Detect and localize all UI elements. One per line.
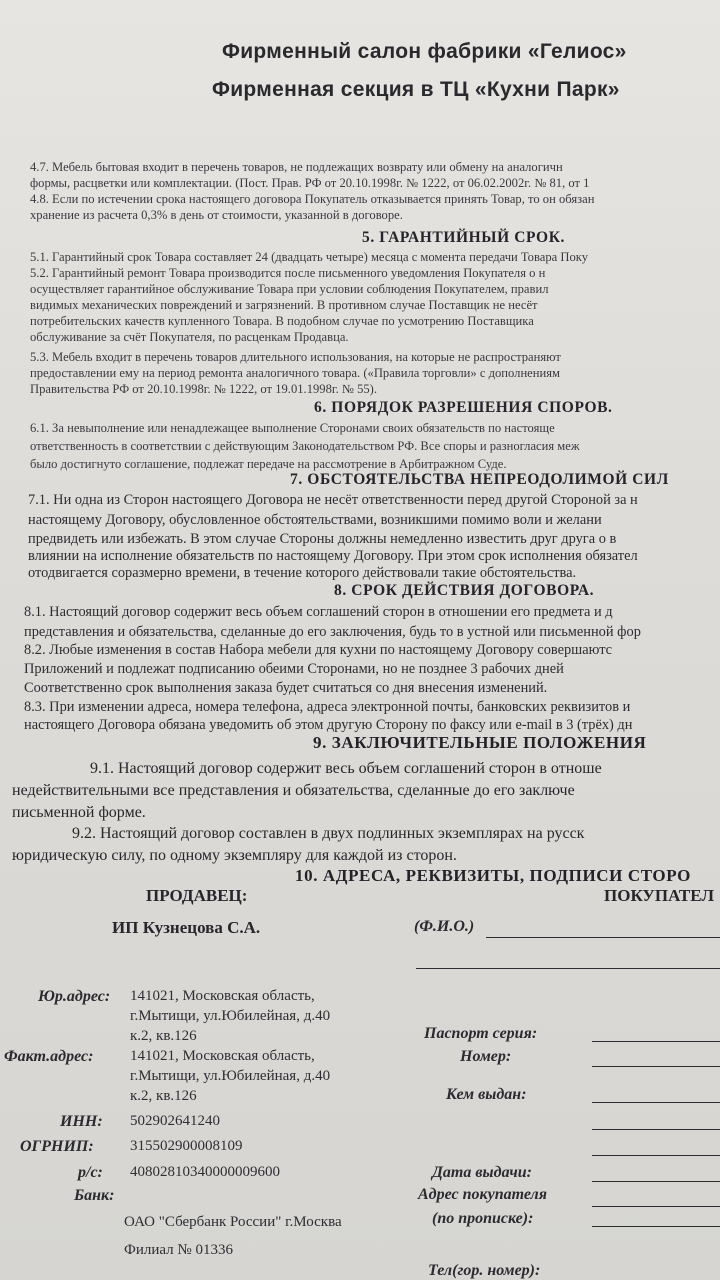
seller-legal-address-line: 141021, Московская область, — [130, 988, 315, 1004]
issued-by-label: Кем выдан: — [446, 1086, 527, 1103]
passport-number-field[interactable] — [592, 1066, 720, 1067]
clause-line: предоставлении ему на период ремонта аналогичного товара. («Правила торговли» с дополнениям — [30, 366, 561, 380]
bank-value: ОАО "Сбербанк России" г.Москва — [124, 1214, 342, 1230]
section-7-title: 7. ОБСТОЯТЕЛЬСТВА НЕПРЕОДОЛИМОЙ СИЛ — [290, 471, 669, 488]
buyer-fio-field[interactable] — [486, 937, 720, 938]
registration-label: (по прописке): — [432, 1210, 534, 1227]
clause-line: видимых механических повреждений и загрязнений. В противном случае Поставщик не несёт — [30, 298, 538, 312]
clause-line: 5.1. Гарантийный срок Товара составляет 24 (двадцать четыре) месяца с момента передачи Товара Поку — [30, 250, 588, 264]
clause-line: Соответственно срок выполнения заказа будет считаться со дня внесения изменений. — [24, 680, 548, 696]
seller-actual-address-line: г.Мытищи, ул.Юбилейная, д.40 — [130, 1068, 331, 1084]
clause-line: потребительских качеств купленного Товара. В подобном случае по усмотрению Поставщика — [30, 314, 534, 328]
ogrnip-value: 315502900008109 — [130, 1138, 243, 1154]
issue-date-field[interactable] — [592, 1181, 720, 1182]
clause-line: 6.1. За невыполнение или ненадлежащее выполнение Сторонами своих обязательств по настояще — [30, 421, 555, 435]
clause-line: было достигнуто соглашение, подлежат передаче на рассмотрение в Арбитражном Суде. — [30, 457, 507, 471]
clause-line: 7.1. Ни одна из Сторон настоящего Договора не несёт ответственности перед другой Стороной за н — [28, 492, 638, 508]
clause-line: настоящему Договору, обусловленное обстоятельствами, возникшими помимо воли и желани — [28, 512, 602, 528]
header-title-2: Фирменная секция в ТЦ «Кухни Парк» — [212, 78, 620, 101]
buyer-heading: ПОКУПАТЕЛ — [604, 886, 715, 905]
issued-by-field[interactable] — [592, 1102, 720, 1103]
clause-line: отодвигается соразмерно времени, в течение которого действовали такие обстоятельства. — [28, 565, 577, 581]
seller-legal-address-line: г.Мытищи, ул.Юбилейная, д.40 — [130, 1008, 331, 1024]
inn-value: 502902641240 — [130, 1113, 220, 1129]
inn-label: ИНН: — [60, 1113, 103, 1130]
seller-legal-address-line: к.2, кв.126 — [130, 1028, 197, 1044]
account-value: 40802810340000009600 — [130, 1164, 280, 1180]
clause-line: письменной форме. — [12, 804, 146, 821]
header-title-1: Фирменный салон фабрики «Гелиос» — [222, 40, 627, 63]
clause-line: 4.8. Если по истечении срока настоящего договора Покупатель отказывается принять Товар, то он обязан — [30, 192, 595, 206]
clause-line: 8.3. При изменении адреса, номера телефона, адреса электронной почты, банковских реквизитов и — [24, 699, 631, 715]
section-6-title: 6. ПОРЯДОК РАЗРЕШЕНИЯ СПОРОВ. — [314, 399, 613, 416]
buyer-address-field[interactable] — [592, 1206, 720, 1207]
passport-number-label: Номер: — [460, 1048, 512, 1065]
passport-series-field[interactable] — [592, 1041, 720, 1042]
seller-name: ИП Кузнецова С.А. — [112, 918, 261, 937]
clause-line: настоящего Договора обязана уведомить об этом другую Сторону по факсу или e-mail в 3 (трёх) дн — [24, 717, 633, 733]
clause-line: Правительства РФ от 20.10.1998г. № 1222, от 19.01.1998г. № 55). — [30, 382, 378, 396]
clause-line: 9.1. Настоящий договор содержит весь объем соглашений сторон в отноше — [90, 760, 602, 777]
buyer-fio-field-2[interactable] — [416, 968, 720, 969]
clause-line: 9.2. Настоящий договор составлен в двух подлинных экземплярах на русск — [72, 825, 585, 842]
ogrnip-label: ОГРНИП: — [20, 1138, 94, 1155]
bank-label: Банк: — [74, 1187, 115, 1204]
phone-label: Тел(гор. номер): — [428, 1262, 541, 1279]
clause-line: предвидеть или избежать. В этом случае Стороны должны немедленно известить друг друга о в — [28, 531, 617, 547]
clause-line: 5.2. Гарантийный ремонт Товара производится после письменного уведомления Покупателя о н — [30, 266, 546, 280]
clause-line: обслуживание за счёт Покупателя, по расценкам Продавца. — [30, 330, 349, 344]
clause-line: осуществляет гарантийное обслуживание Товара при условии соблюдения Покупателем, правил — [30, 282, 549, 296]
clause-line: ответственность в соответствии с действующим Законодательством РФ. Все споры и разногласия меж — [30, 439, 580, 453]
passport-series-label: Паспорт серия: — [424, 1025, 538, 1042]
issued-by-field-3[interactable] — [592, 1155, 720, 1156]
seller-legal-address-label: Юр.адрес: — [38, 988, 111, 1005]
clause-line: 8.1. Настоящий договор содержит весь объем соглашений сторон в отношении его предмета и д — [24, 604, 613, 620]
clause-line: формы, расцветки или комплектации. (Пост. Прав. РФ от 20.10.1998г. № 1222, от 06.02.2002г. № 81, от 1 — [30, 176, 590, 190]
section-8-title: 8. СРОК ДЕЙСТВИЯ ДОГОВОРА. — [334, 582, 595, 599]
seller-actual-address-line: к.2, кв.126 — [130, 1088, 197, 1104]
issue-date-label: Дата выдачи: — [432, 1164, 532, 1181]
clause-line: представления и обязательства, сделанные до его заключения, будь то в устной или письменной фор — [24, 624, 641, 640]
section-10-title: 10. АДРЕСА, РЕКВИЗИТЫ, ПОДПИСИ СТОРО — [295, 866, 691, 885]
bank-branch: Филиал № 01336 — [124, 1242, 233, 1258]
clause-line: 8.2. Любые изменения в состав Набора мебели для кухни по настоящему Договору совершаютс — [24, 642, 613, 658]
clause-line: юридическую силу, по одному экземпляру для каждой из сторон. — [12, 847, 457, 864]
account-label: р/с: — [78, 1164, 103, 1181]
buyer-fio-label: (Ф.И.О.) — [414, 918, 475, 935]
clause-line: 4.7. Мебель бытовая входит в перечень товаров, не подлежащих возврату или обмену на аналогичн — [30, 160, 563, 174]
seller-actual-address-label: Факт.адрес: — [4, 1048, 94, 1065]
clause-line: 5.3. Мебель входит в перечень товаров длительного использования, на которые не распространяют — [30, 350, 561, 364]
buyer-address-label: Адрес покупателя — [418, 1186, 547, 1203]
issued-by-field-2[interactable] — [592, 1129, 720, 1130]
clause-line: хранение из расчета 0,3% в день от стоимости, указанной в договоре. — [30, 208, 403, 222]
clause-line: недействительными все представления и обязательства, сделанные до его заключе — [12, 782, 575, 799]
buyer-address-field-2[interactable] — [592, 1226, 720, 1227]
seller-actual-address-line: 141021, Московская область, — [130, 1048, 315, 1064]
clause-line: влиянии на исполнение обязательств по настоящему Договору. При этом срок исполнения обязател — [28, 548, 638, 564]
seller-heading: ПРОДАВЕЦ: — [146, 886, 248, 905]
clause-line: Приложений и подлежат подписанию обеими Сторонами, но не позднее 3 рабочих дней — [24, 661, 564, 677]
section-9-title: 9. ЗАКЛЮЧИТЕЛЬНЫЕ ПОЛОЖЕНИЯ — [313, 733, 647, 752]
section-5-title: 5. ГАРАНТИЙНЫЙ СРОК. — [362, 229, 566, 246]
